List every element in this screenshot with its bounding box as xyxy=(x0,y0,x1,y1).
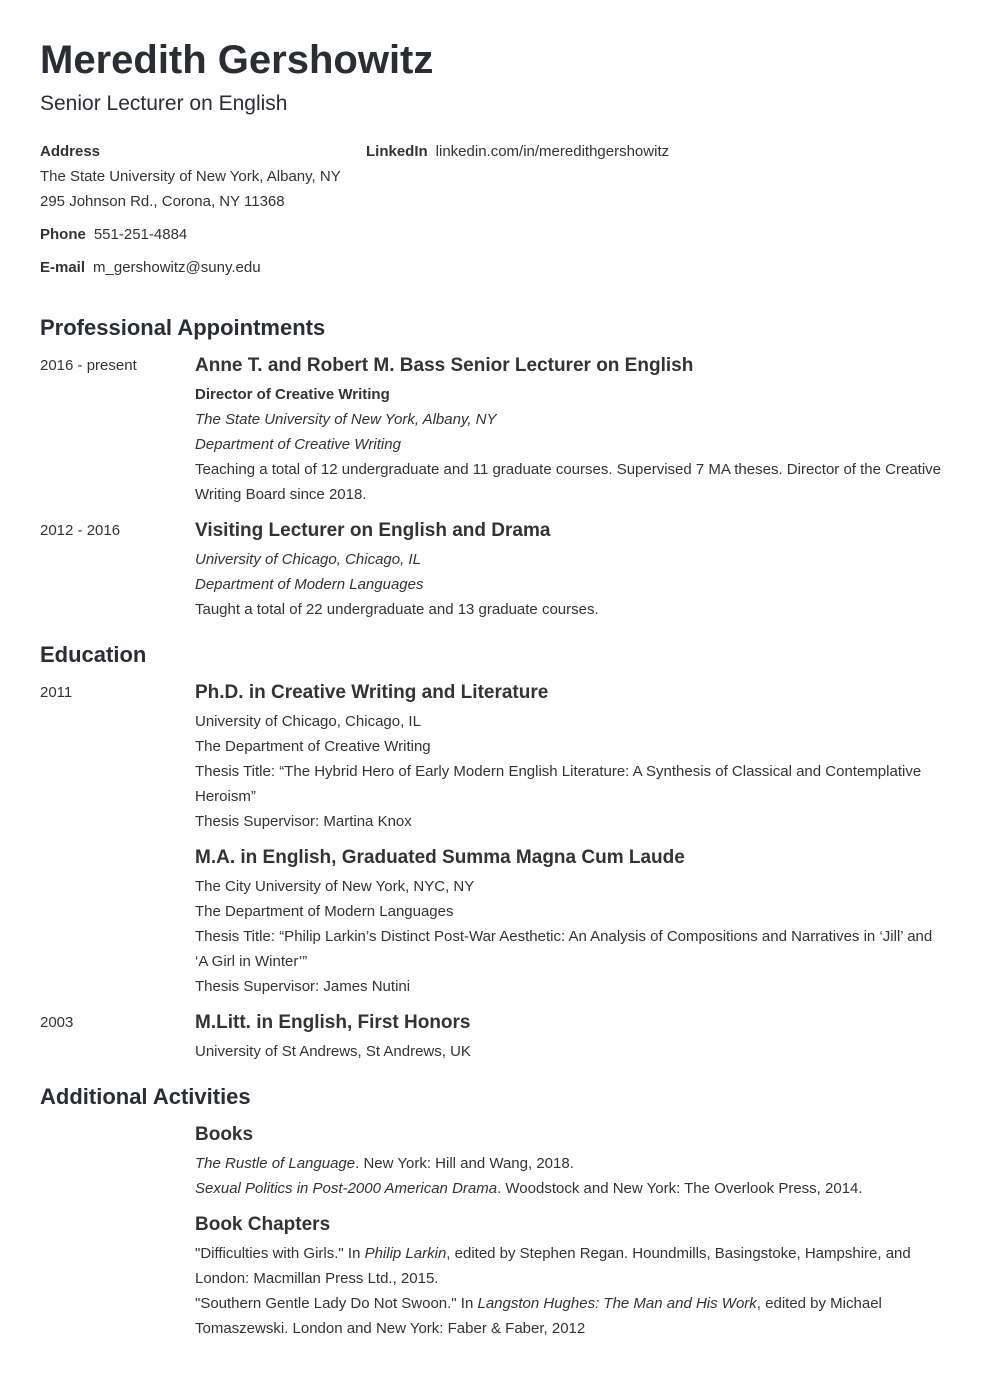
email-label: E-mail xyxy=(40,259,86,276)
chapters-body xyxy=(195,1212,945,1341)
book-details: . New York: Hill and Wang, 2018. xyxy=(355,1155,574,1172)
appointment-date: 2016 - present xyxy=(40,357,137,374)
education-supervisor: Thesis Supervisor: James Nutini xyxy=(195,978,411,995)
book-item xyxy=(195,1151,945,1176)
education-degree: Ph.D. in Creative Writing and Literature xyxy=(195,682,549,703)
appointment-department: Department of Modern Languages xyxy=(195,576,424,593)
education-thesis: Thesis Title: “Philip Larkin’s Distinct Post-War Aesthetic: An Analysis of Compositions and Narratives in ‘Jill’ and ‘A Girl in Winter’” xyxy=(195,928,933,970)
chapter-prefix: "Difficulties with Girls." In xyxy=(195,1245,365,1262)
chapter-book-title: Philip Larkin xyxy=(364,1245,447,1262)
book-item xyxy=(195,1176,945,1201)
education-body xyxy=(195,1010,945,1064)
book-title: The Rustle of Language xyxy=(195,1155,356,1172)
book-title: Sexual Politics in Post-2000 American Drama xyxy=(195,1180,498,1197)
chapter-book-title: Langston Hughes: The Man and His Work xyxy=(477,1295,757,1312)
appointment-description: Teaching a total of 12 undergraduate and 11 graduate courses. Supervised 7 MA theses. Director of the Creative Writing Board since 2018. xyxy=(195,461,942,503)
books-heading: Books xyxy=(195,1124,254,1145)
resume-name: Meredith Gershowitz xyxy=(40,38,434,82)
chapter-details: , edited by Stephen Regan. Houndmills, Basingstoke, Hampshire, and London: Macmillan Press Ltd., 2015. xyxy=(195,1245,911,1287)
education-body xyxy=(195,680,945,834)
appointment-description: Taught a total of 22 undergraduate and 13 graduate courses. xyxy=(195,601,599,618)
linkedin-row xyxy=(366,139,946,164)
phone-label: Phone xyxy=(40,226,86,243)
books-body xyxy=(195,1122,945,1201)
email-row xyxy=(40,255,360,280)
appointment-role: Director of Creative Writing xyxy=(195,386,390,403)
chapters-heading: Book Chapters xyxy=(195,1214,331,1235)
education-degree: M.Litt. in English, First Honors xyxy=(195,1012,471,1033)
appointment-body xyxy=(195,518,945,622)
phone-value: 551-251-4884 xyxy=(93,226,188,243)
chapter-item xyxy=(195,1241,945,1291)
linkedin-value[interactable]: linkedin.com/in/meredithgershowitz xyxy=(435,143,670,160)
appointment-institution: The State University of New York, Albany, NY xyxy=(195,411,497,428)
education-date: 2011 xyxy=(40,684,73,701)
address-line-2: 295 Johnson Rd., Corona, NY 11368 xyxy=(40,193,285,210)
appointment-date: 2012 - 2016 xyxy=(40,522,121,539)
linkedin-label: LinkedIn xyxy=(366,143,428,160)
appointment-title: Visiting Lecturer on English and Drama xyxy=(195,520,551,541)
education-degree: M.A. in English, Graduated Summa Magna Cum Laude xyxy=(195,847,685,868)
appointment-title: Anne T. and Robert M. Bass Senior Lecturer on English xyxy=(195,355,694,376)
appointment-department: Department of Creative Writing xyxy=(195,436,401,453)
appointments-heading: Professional Appointments xyxy=(40,315,326,340)
activities-heading: Additional Activities xyxy=(40,1084,251,1109)
chapter-item xyxy=(195,1291,945,1341)
email-value[interactable]: m_gershowitz@suny.edu xyxy=(93,259,261,276)
appointment-body xyxy=(195,353,945,507)
phone-row xyxy=(40,222,360,247)
education-date: 2003 xyxy=(40,1014,74,1031)
education-department: The Department of Creative Writing xyxy=(195,738,431,755)
education-school: University of St Andrews, St Andrews, UK xyxy=(195,1043,471,1060)
education-supervisor: Thesis Supervisor: Martina Knox xyxy=(195,813,412,830)
appointment-institution: University of Chicago, Chicago, IL xyxy=(195,551,421,568)
address-line-1: The State University of New York, Albany, NY xyxy=(40,168,341,185)
education-thesis: Thesis Title: “The Hybrid Hero of Early Modern English Literature: A Synthesis of Classical and Contemplative Heroism” xyxy=(195,763,922,805)
contact-right-column xyxy=(366,139,946,164)
chapter-prefix: "Southern Gentle Lady Do Not Swoon." In xyxy=(195,1295,478,1312)
resume-title: Senior Lecturer on English xyxy=(40,92,288,115)
address-label: Address xyxy=(40,143,101,160)
chapter-details: , edited by Michael Tomaszewski. London and New York: Faber & Faber, 2012 xyxy=(195,1295,882,1337)
education-school: The City University of New York, NYC, NY xyxy=(195,878,475,895)
education-school: University of Chicago, Chicago, IL xyxy=(195,713,421,730)
education-department: The Department of Modern Languages xyxy=(195,903,454,920)
contact-left-column xyxy=(40,139,360,280)
education-heading: Education xyxy=(40,642,147,667)
education-body xyxy=(195,845,945,999)
book-details: . Woodstock and New York: The Overlook Press, 2014. xyxy=(497,1180,863,1197)
